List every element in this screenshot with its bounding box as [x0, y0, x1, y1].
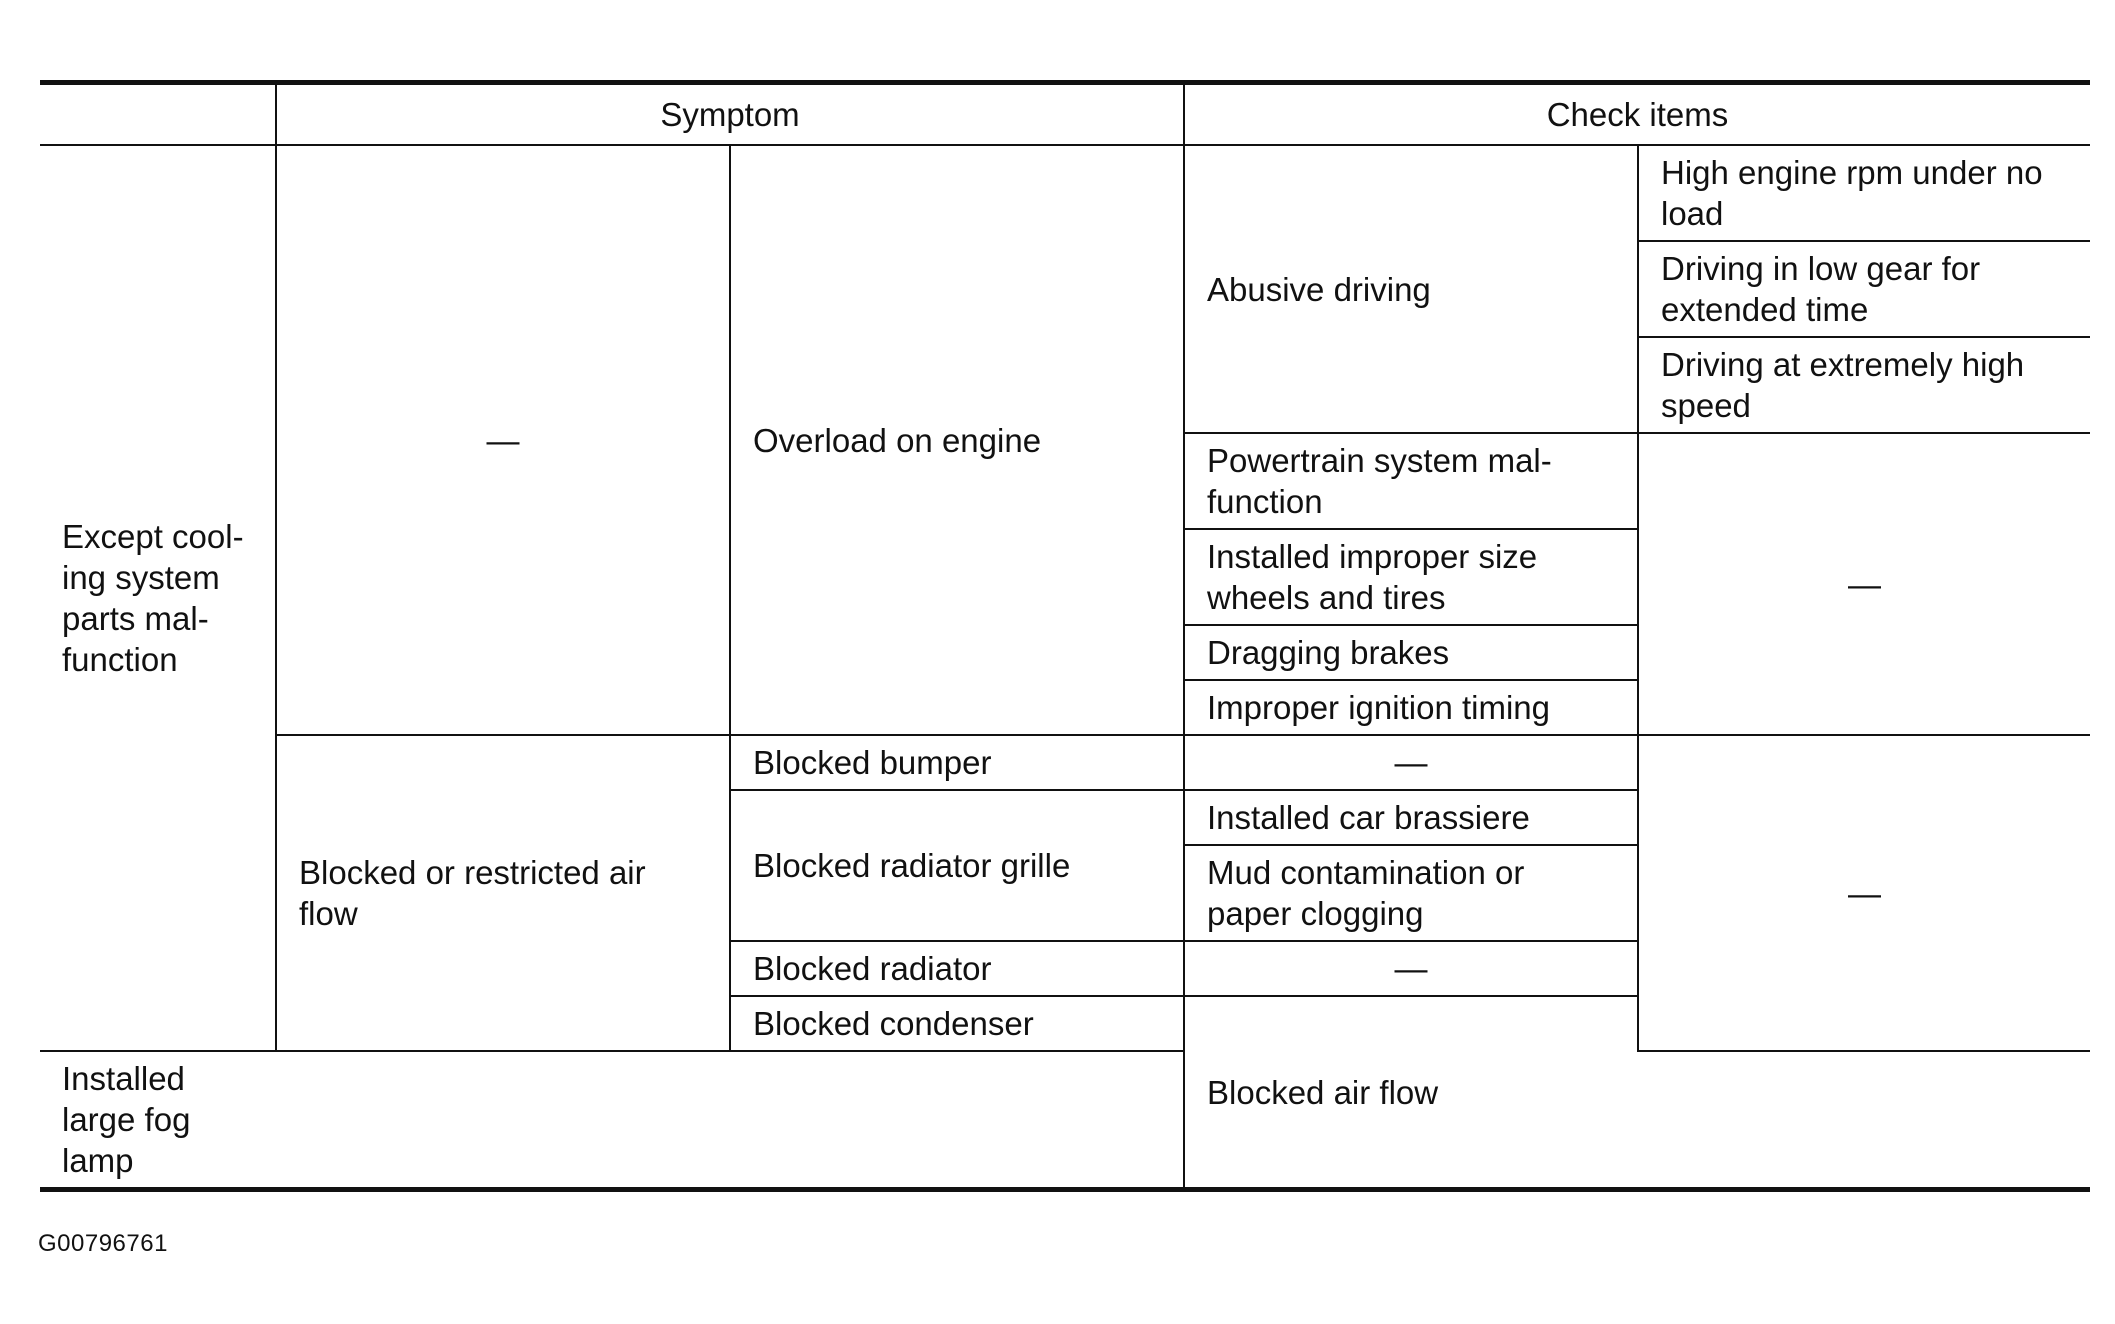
table-row	[40, 735, 2090, 790]
detail-dash-air-flow: —	[1638, 735, 2090, 1051]
check-mud-contamination: Mud contamination or paper clogging	[1184, 845, 1638, 941]
header-check-items: Check items	[1184, 83, 2090, 146]
table-row	[40, 145, 2090, 241]
check-abusive-driving: Abusive driving	[1184, 145, 1638, 433]
header-row	[40, 83, 2090, 146]
header-blank-cell	[40, 83, 276, 146]
check-bumper-dash: —	[1184, 735, 1638, 790]
troubleshooting-table	[40, 80, 2090, 1192]
sub-symptom-blocked-condenser: Blocked condenser	[730, 996, 1184, 1051]
symptom-blocked-air-flow: Blocked or restricted air flow	[276, 735, 730, 1051]
table-row	[40, 1051, 2090, 1190]
check-wheels-tires: Installed improper size wheels and tires	[1184, 529, 1638, 625]
sub-symptom-blocked-radiator: Blocked radiator	[730, 941, 1184, 996]
check-radiator-dash: —	[1184, 941, 1638, 996]
detail-low-gear: Driving in low gear for extended time	[1638, 241, 2090, 337]
check-ignition-timing: Improper ignition timing	[1184, 680, 1638, 735]
sub-symptom-blocked-grille: Blocked radiator grille	[730, 790, 1184, 941]
sub-symptom-fog-lamp: Installed large fog lamp	[40, 1051, 276, 1190]
check-car-brassiere: Installed car brassiere	[1184, 790, 1638, 845]
figure-id: G00796761	[38, 1230, 168, 1257]
detail-dash-overload: —	[1638, 433, 2090, 735]
detail-high-speed: Driving at extremely high speed	[1638, 337, 2090, 433]
check-blocked-air-flow: Blocked air flow	[1184, 996, 1638, 1190]
sub-symptom-blocked-bumper: Blocked bumper	[730, 735, 1184, 790]
symptom-overload-dash: —	[276, 145, 730, 735]
sub-symptom-overload: Overload on engine	[730, 145, 1184, 735]
check-dragging-brakes: Dragging brakes	[1184, 625, 1638, 680]
header-symptom: Symptom	[276, 83, 1184, 146]
check-powertrain: Powertrain system mal-function	[1184, 433, 1638, 529]
category-cell: Except cool-ing system parts mal-function	[40, 145, 276, 1051]
detail-high-rpm: High engine rpm under no load	[1638, 145, 2090, 241]
